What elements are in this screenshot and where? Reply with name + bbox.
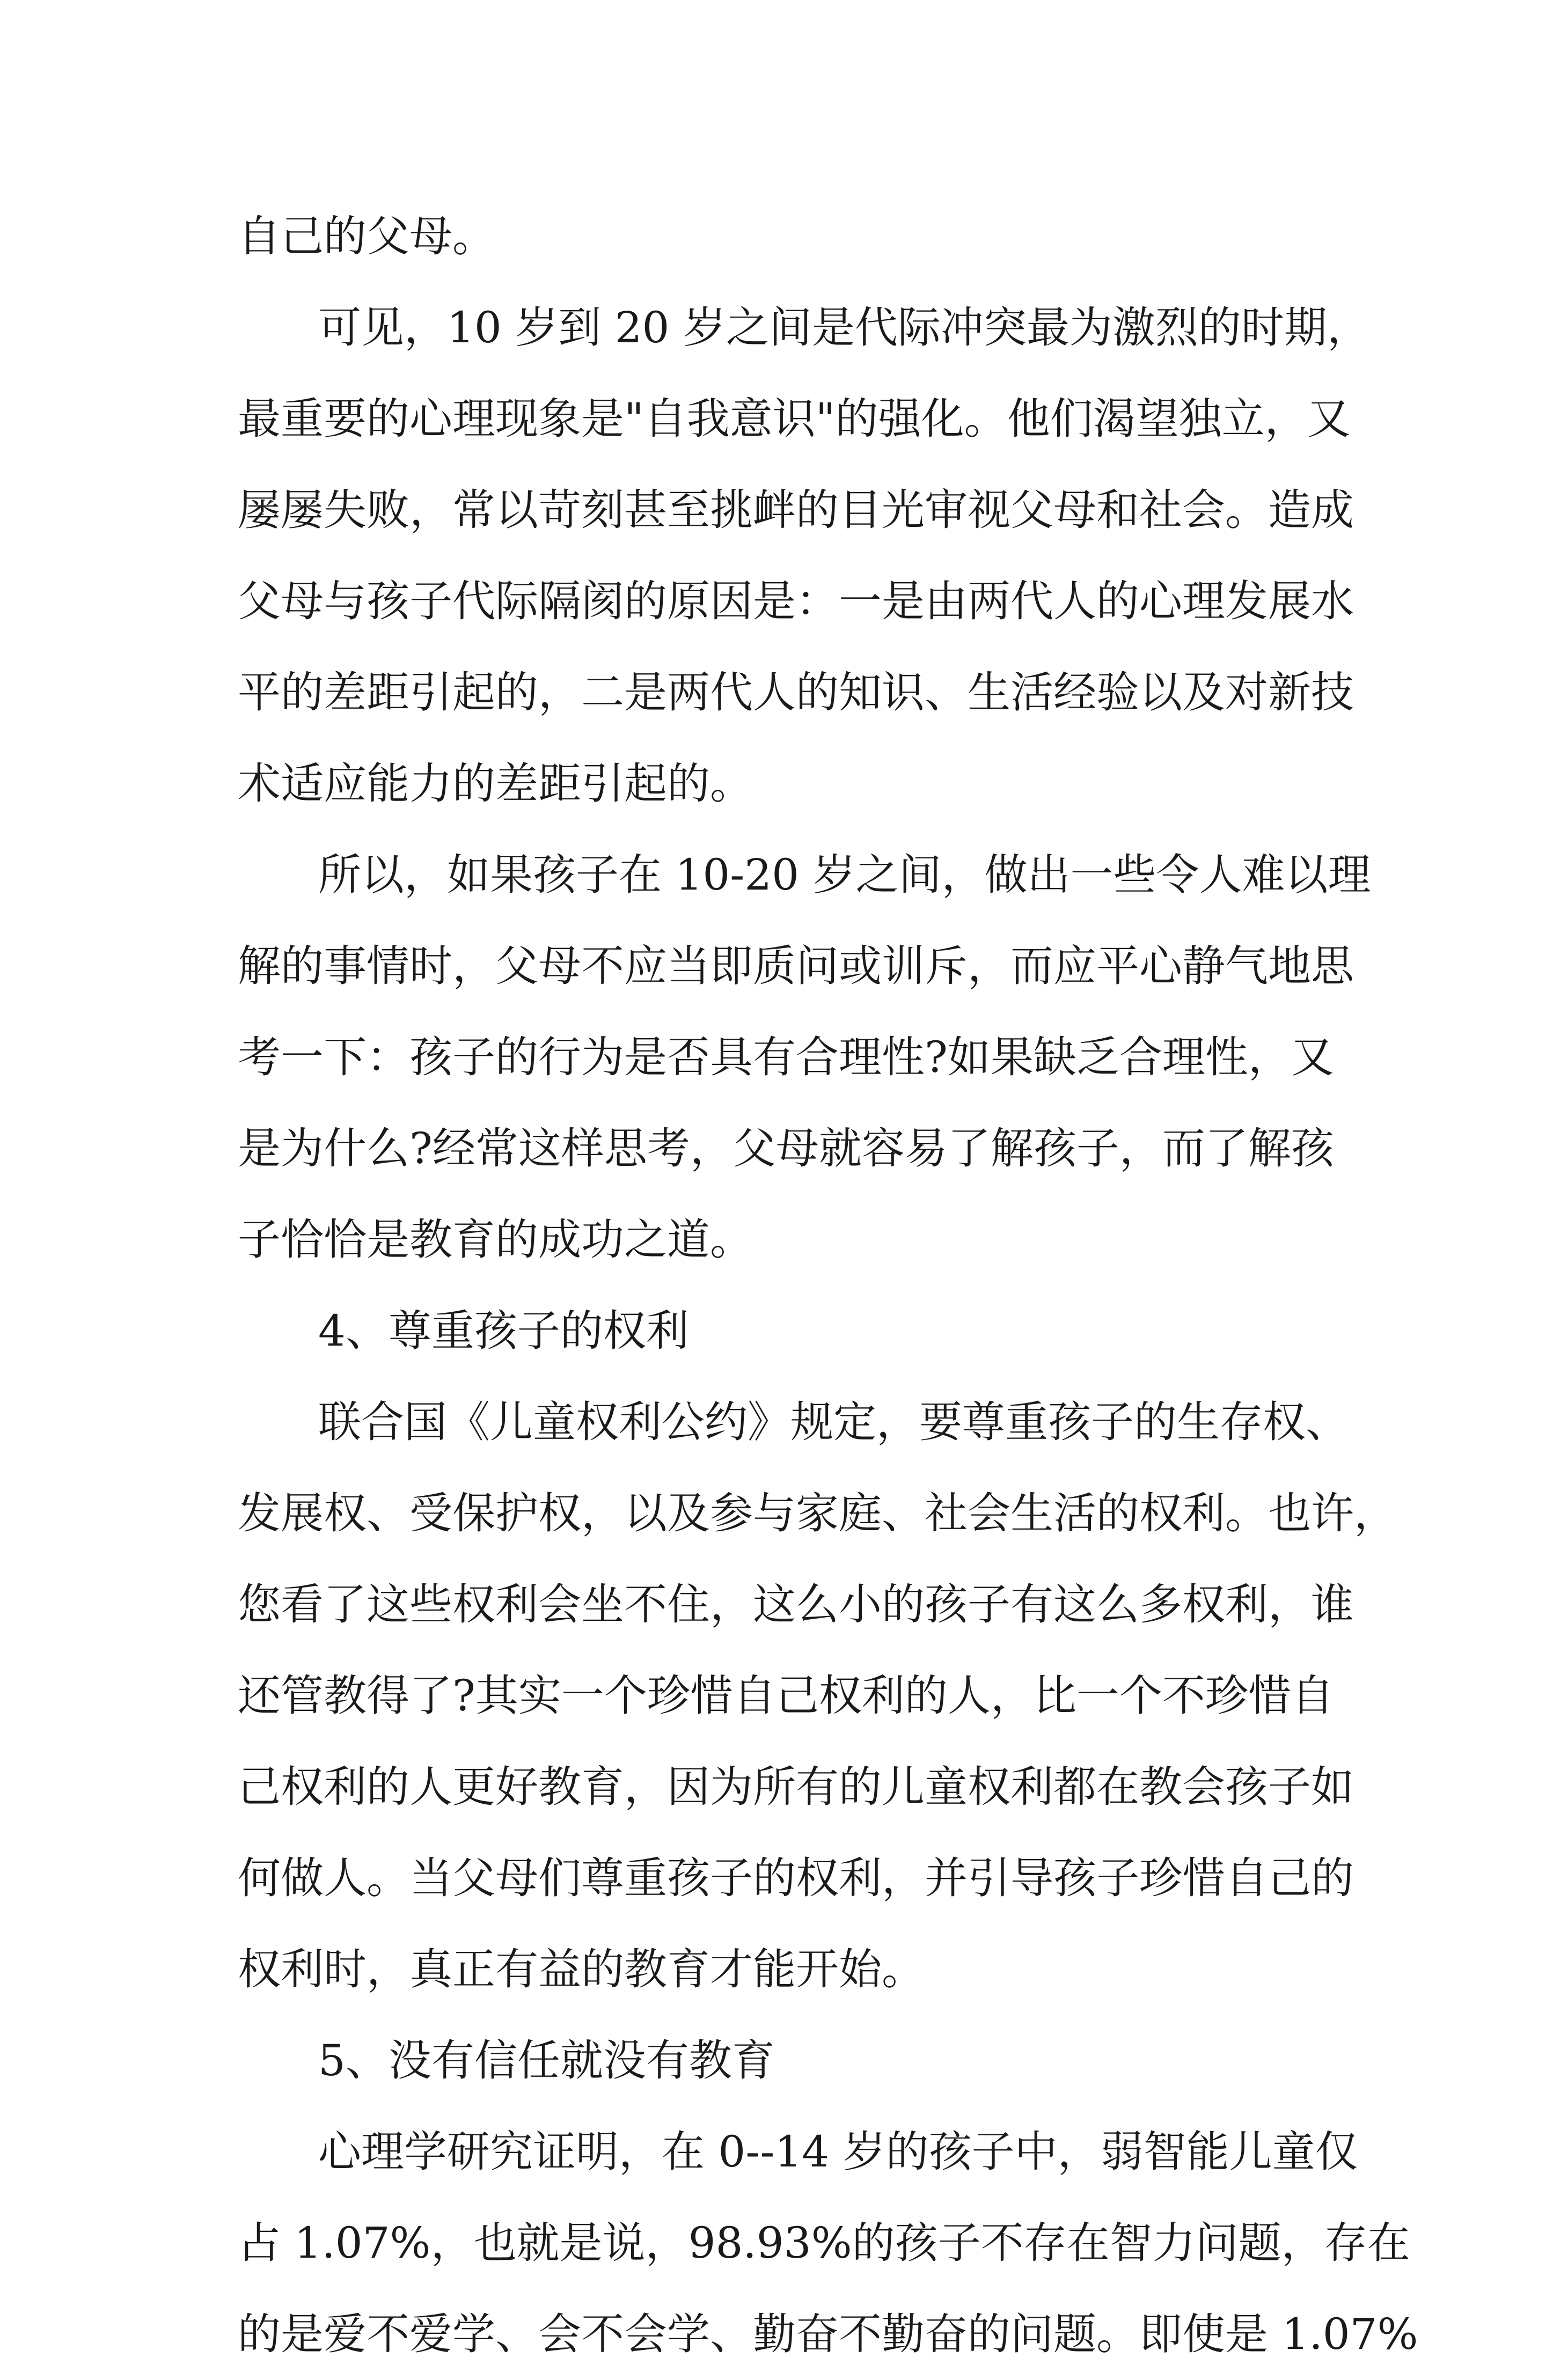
text-line: 所以，如果孩子在 10-20 岁之间，做出一些令人难以理 (318, 850, 1371, 900)
text-line: 联合国《儿童权利公约》规定，要尊重孩子的生存权、 (318, 1397, 1349, 1447)
text-line: 权利时，真正有益的教育才能开始。 (238, 1944, 925, 1994)
text-line: 自己的父母。 (238, 211, 495, 261)
text-line: 平的差距引起的，二是两代人的知识、生活经验以及对新技 (238, 667, 1354, 717)
section-heading: 4、尊重孩子的权利 (318, 1306, 689, 1356)
text-line: 何做人。当父母们尊重孩子的权利，并引导孩子珍惜自己的 (238, 1853, 1354, 1903)
document-body (238, 191, 1418, 2380)
text-line: 父母与孩子代际隔阂的原因是：一是由两代人的心理发展水 (238, 576, 1354, 626)
text-line: 最重要的心理现象是"自我意识"的强化。他们渴望独立，又 (238, 394, 1351, 444)
text-line: 您看了这些权利会坐不住，这么小的孩子有这么多权利，谁 (238, 1580, 1354, 1629)
text-line: 心理学研究证明，在 0--14 岁的孩子中，弱智能儿童仅 (318, 2127, 1358, 2177)
text-line: 还管教得了?其实一个珍惜自己权利的人，比一个不珍惜自 (238, 1671, 1334, 1721)
text-line: 占 1.07%，也就是说，98.93%的孩子不存在智力问题，存在 (238, 2218, 1410, 2268)
text-line: 子恰恰是教育的成功之道。 (238, 1215, 753, 1265)
text-line: 发展权、受保护权，以及参与家庭、社会生活的权利。也许， (238, 1488, 1397, 1538)
text-line: 术适应能力的差距引起的。 (238, 759, 753, 809)
section-heading: 5、没有信任就没有教育 (318, 2036, 775, 2085)
text-line: 屡屡失败，常以苛刻甚至挑衅的目光审视父母和社会。造成 (238, 485, 1354, 535)
text-line: 解的事情时，父母不应当即质问或训斥，而应平心静气地思 (238, 941, 1354, 991)
text-line: 可见，10 岁到 20 岁之间是代际冲突最为激烈的时期， (318, 303, 1370, 352)
text-line: 的是爱不爱学、会不会学、勤奋不勤奋的问题。即使是 1.07% (238, 2309, 1418, 2359)
text-line: 己权利的人更好教育，因为所有的儿童权利都在教会孩子如 (238, 1762, 1354, 1812)
text-line: 考一下：孩子的行为是否具有合理性?如果缺乏合理性，又 (238, 1032, 1334, 1082)
text-line: 是为什么?经常这样思考，父母就容易了解孩子，而了解孩 (238, 1123, 1334, 1173)
